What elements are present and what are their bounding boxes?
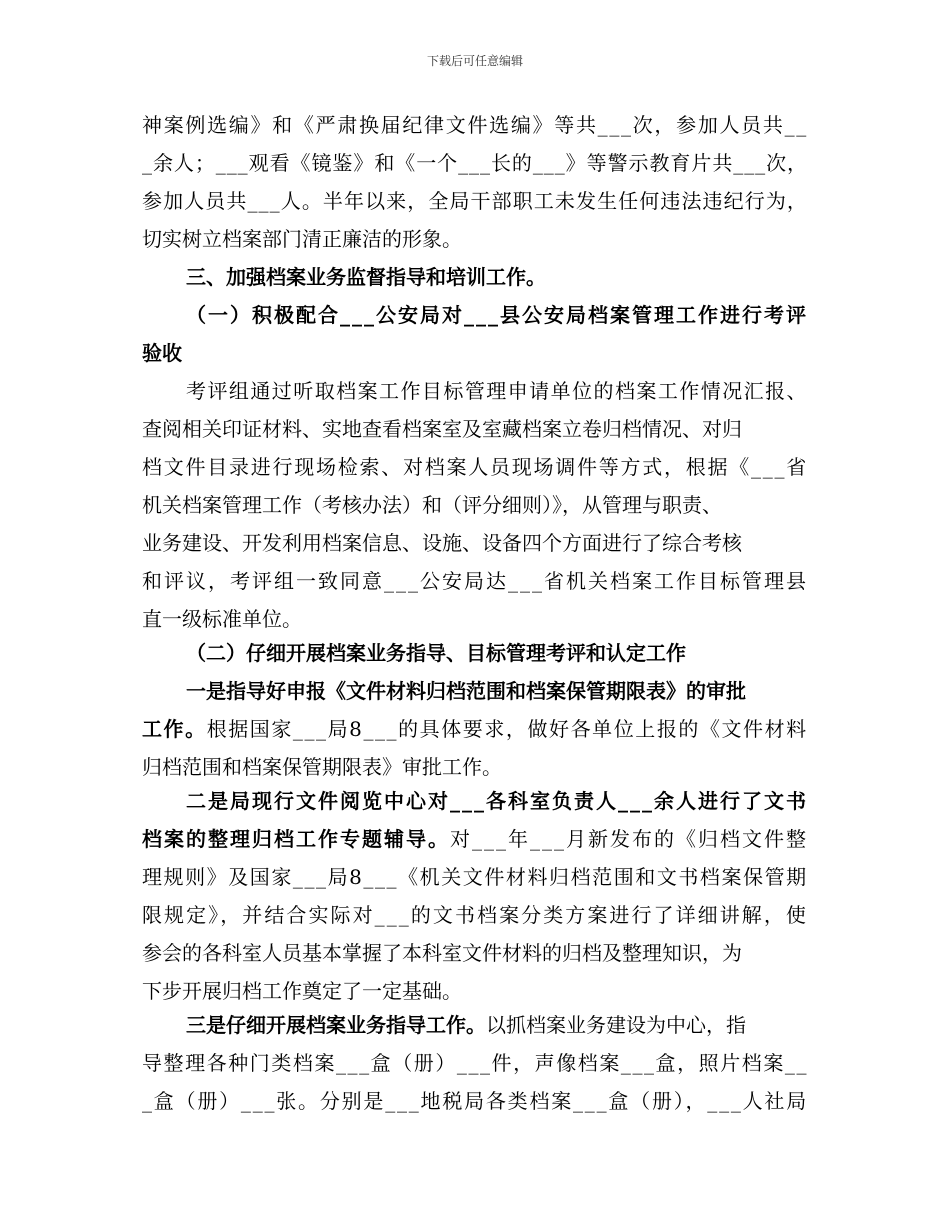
- text-span: 以抓档案业务建设为中心，指: [486, 1013, 746, 1037]
- subsection-heading: （一）积极配合___公安局对___县公安局档案管理工作进行考评: [186, 303, 808, 327]
- text-line: 切实树立档案部门清正廉洁的形象。: [142, 227, 462, 251]
- item-heading: 一是指导好申报《文件材料归档范围和档案保管期限表》的审批: [186, 679, 746, 703]
- text-line: 查阅相关印证材料、实地查看档案室及室藏档案立卷归档情况、对归: [142, 417, 742, 441]
- text-line: 机关档案管理工作（考核办法）和（评分细则）》，从管理与职责、: [142, 493, 722, 517]
- text-line: 考评组通过听取档案工作目标管理申请单位的档案工作情况汇报、: [186, 379, 808, 403]
- text-line: 业务建设、开发利用档案信息、设施、设备四个方面进行了综合考核: [142, 531, 742, 555]
- text-line: 下步开展归档工作奠定了一定基础。: [142, 979, 462, 1003]
- text-line: 参加人员共___人。半年以来，全局干部职工未发生任何违法违纪行为，: [142, 189, 808, 213]
- text-line: 归档范围和档案保管期限表》审批工作。: [142, 755, 502, 779]
- section-heading: 三、加强档案业务监督指导和培训工作。: [186, 265, 546, 289]
- text-line: [142, 819, 808, 859]
- text-line: _余人；___观看《镜鉴》和《一个___长的___》等警示教育片共___次，: [142, 151, 808, 175]
- text-span: 根据国家___局8___的具体要求，做好各单位上报的《文件材料: [206, 717, 808, 741]
- text-line: [186, 1005, 746, 1045]
- text-line: 档文件目录进行现场检索、对档案人员现场调件等方式，根据《___省: [142, 455, 808, 479]
- text-line: [142, 709, 808, 749]
- subsection-heading: （二）仔细开展档案业务指导、目标管理考评和认定工作: [186, 641, 686, 665]
- item-heading: 三是仔细开展档案业务指导工作。: [186, 1013, 486, 1037]
- item-heading-cont: 档案的整理归档工作专题辅导。: [142, 827, 450, 851]
- subsection-heading-cont: 验收: [142, 341, 182, 365]
- text-line: _盒（册）___张。分别是___地税局各类档案___盒（册），___人社局: [142, 1089, 808, 1113]
- item-heading-cont: 工作。: [142, 717, 207, 741]
- text-line: 和评议，考评组一致同意___公安局达___省机关档案工作目标管理县: [142, 569, 808, 593]
- text-line: 理规则》及国家___局8___《机关文件材料归档范围和文书档案保管期: [142, 865, 808, 889]
- text-line: 参会的各科室人员基本掌握了本科室文件材料的归档及整理知识，为: [142, 941, 742, 965]
- text-line: 神案例选编》和《严肃换届纪律文件选编》等共___次，参加人员共__: [142, 113, 808, 137]
- text-line: 直一级标准单位。: [142, 607, 302, 631]
- item-heading: 二是局现行文件阅览中心对___各科室负责人___余人进行了文书: [186, 789, 808, 813]
- text-span: 对___年___月新发布的《归档文件整: [450, 827, 808, 851]
- page-header: 下载后可任意编辑: [426, 54, 523, 68]
- text-line: 导整理各种门类档案___盒（册）___件，声像档案___盒，照片档案__: [142, 1051, 808, 1075]
- text-line: 限规定》，并结合实际对___的文书档案分类方案进行了详细讲解，使: [142, 903, 808, 927]
